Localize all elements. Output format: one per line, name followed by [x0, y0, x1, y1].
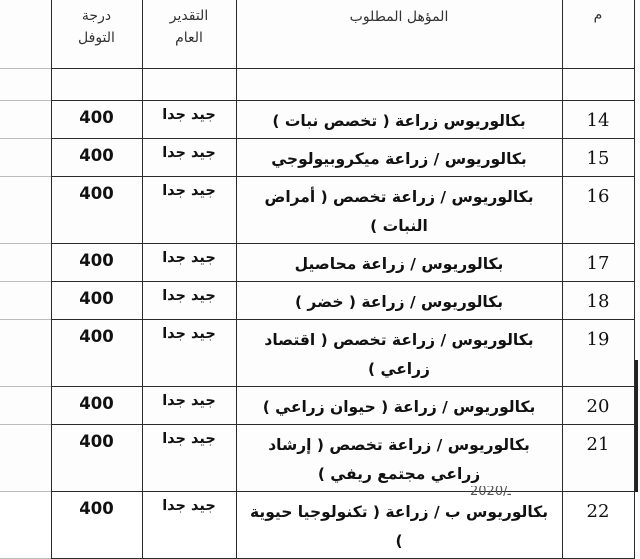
row-number: 20 [562, 387, 634, 425]
row-score: 400 [51, 139, 142, 177]
header-grade-line1: التقدير [169, 8, 209, 24]
row-number: 19 [562, 320, 634, 387]
header-score-line1: درجة [81, 8, 112, 24]
header-score-line2: التوفل [78, 30, 115, 46]
row-number: 22 [562, 492, 634, 559]
row-score: 400 [51, 101, 142, 139]
row-grade: جيد جدا [142, 320, 236, 387]
row-blank-cell [0, 177, 51, 244]
empty-cell [562, 69, 634, 101]
empty-cell [142, 69, 236, 101]
row-grade: جيد جدا [142, 387, 236, 425]
row-qualification: بكالوريوس / زراعة تخصص ( اقتصاد زراعي ) [236, 320, 562, 387]
row-qualification: بكالوريوس / زراعة ( حيوان زراعي ) [236, 387, 562, 425]
row-score: 400 [51, 387, 142, 425]
empty-cell [236, 69, 562, 101]
row-score: 400 [51, 320, 142, 387]
row-number: 16 [562, 177, 634, 244]
empty-cell [0, 69, 51, 101]
empty-row [0, 69, 634, 101]
row-grade: جيد جدا [142, 244, 236, 282]
footer-text: ـ/2020 [470, 486, 512, 498]
row-grade: جيد جدا [142, 101, 236, 139]
row-grade: جيد جدا [142, 139, 236, 177]
row-qualification: بكالوريوس / زراعة ( خضر ) [236, 282, 562, 320]
row-blank-cell [0, 101, 51, 139]
row-blank-cell [0, 320, 51, 387]
row-score: 400 [51, 492, 142, 559]
row-qualification: بكالوريوس / زراعة ميكروبيولوجي [236, 139, 562, 177]
table-row [0, 177, 634, 244]
header-score [51, 0, 142, 69]
table-row [0, 387, 634, 425]
header-qualification: المؤهل المطلوب [236, 0, 562, 69]
row-blank-cell [0, 425, 51, 492]
row-blank-cell [0, 492, 51, 559]
table-body [0, 101, 634, 559]
table-row [0, 425, 634, 492]
table-row [0, 139, 634, 177]
table-row [0, 320, 634, 387]
row-score: 400 [51, 177, 142, 244]
row-blank-cell [0, 282, 51, 320]
row-qualification: بكالوريوس زراعة ( تخصص نبات ) [236, 101, 562, 139]
row-number: 18 [562, 282, 634, 320]
empty-cell [51, 69, 142, 101]
row-qualification: بكالوريوس / زراعة تخصص ( أمراض النبات ) [236, 177, 562, 244]
row-number: 15 [562, 139, 634, 177]
header-row [0, 0, 634, 69]
header-grade [142, 0, 236, 69]
row-blank-cell [0, 387, 51, 425]
row-score: 400 [51, 244, 142, 282]
row-grade: جيد جدا [142, 492, 236, 559]
row-number: 14 [562, 101, 634, 139]
row-number: 17 [562, 244, 634, 282]
table-row [0, 492, 634, 559]
table-row [0, 101, 634, 139]
header-grade-line2: العام [175, 30, 203, 46]
row-qualification: بكالوريوس / زراعة محاصيل [236, 244, 562, 282]
table-row [0, 244, 634, 282]
row-grade: جيد جدا [142, 177, 236, 244]
page-edge-line [635, 360, 638, 492]
row-blank-cell [0, 139, 51, 177]
header-number: م [562, 0, 634, 69]
header-blank-cell [0, 0, 51, 69]
row-number: 21 [562, 425, 634, 492]
row-score: 400 [51, 425, 142, 492]
row-blank-cell [0, 244, 51, 282]
row-qualification: بكالوريوس ب / زراعة ( تكنولوجيا حيوية ) [236, 492, 562, 559]
row-qualification: بكالوريوس / زراعة تخصص ( إرشاد زراعي مجتمع ريفي ) [236, 425, 562, 492]
row-score: 400 [51, 282, 142, 320]
row-grade: جيد جدا [142, 282, 236, 320]
table-row [0, 282, 634, 320]
row-grade: جيد جدا [142, 425, 236, 492]
